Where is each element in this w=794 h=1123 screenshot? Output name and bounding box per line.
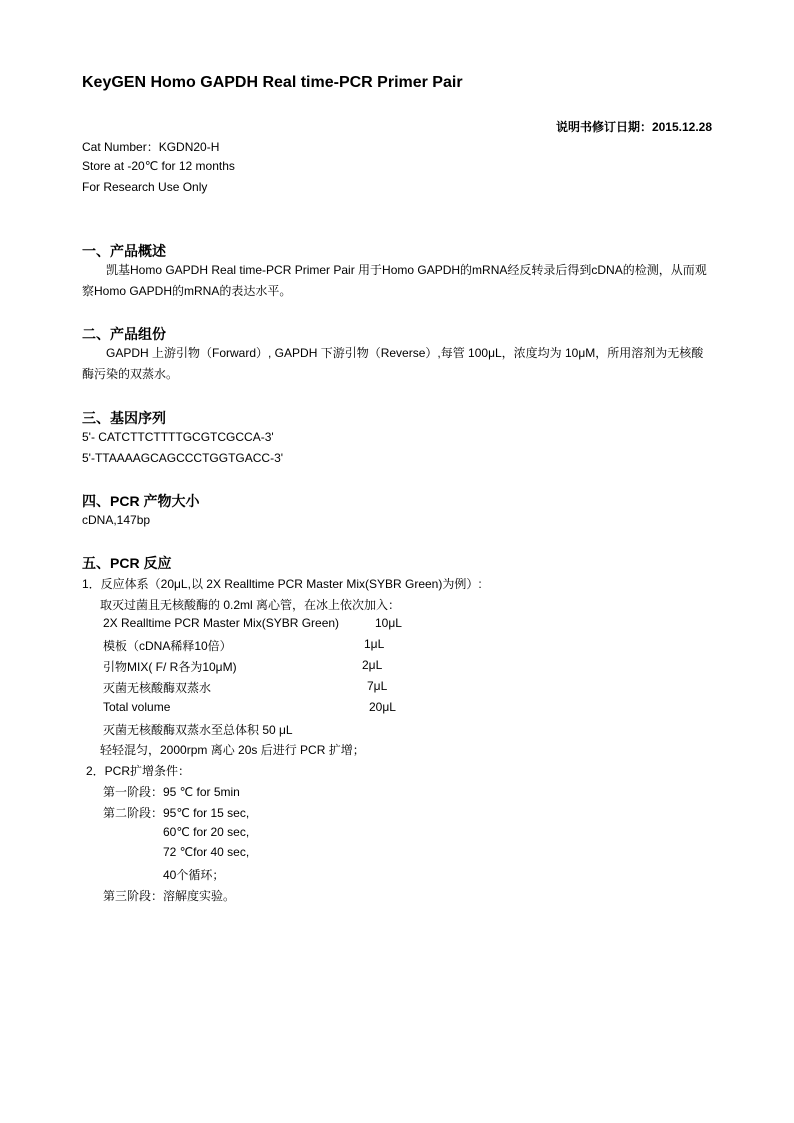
fill-volume-note: 灭菌无核酸酶双蒸水至总体积 50 μL [103, 723, 293, 737]
reagent-amount: 7μL [367, 679, 388, 693]
document-title: KeyGEN Homo GAPDH Real time-PCR Primer Pair [82, 74, 463, 91]
amplification-conditions-step: 2．PCR扩增条件： [86, 764, 191, 778]
reagent-name: 模板（cDNA稀释10倍） [103, 639, 232, 653]
reverse-sequence: 5'-TTAAAAGCAGCCCTGGTGACC-3' [82, 451, 284, 465]
forward-sequence: 5'- CATCTTCTTTTGCGTCGCCA-3' [82, 430, 274, 444]
section-heading-overview: 一、产品概述 [82, 243, 166, 259]
section-heading-pcr-reaction: 五、PCR 反应 [82, 555, 172, 571]
section-heading-components: 二、产品组份 [82, 326, 166, 342]
cat-number: Cat Number：KGDN20-H [82, 140, 220, 154]
stage-two: 第二阶段：95℃ for 15 sec, [103, 806, 250, 820]
reagent-name: 2X Realltime PCR Master Mix(SYBR Green) [103, 616, 340, 630]
stage-two-cycles: 40个循环； [163, 868, 225, 882]
stage-two-annealing: 60℃ for 20 sec, [163, 825, 250, 839]
reagent-amount: 1μL [364, 637, 385, 651]
section-heading-sequence: 三、基因序列 [82, 410, 166, 426]
reagent-name: 灭菌无核酸酶双蒸水 [103, 681, 212, 695]
reagent-name: Total volume [103, 700, 171, 714]
reagent-amount: 20μL [369, 700, 396, 714]
revision-date: 说明书修订日期：2015.12.28 [555, 120, 712, 134]
overview-text: 凯基Homo GAPDH Real time-PCR Primer Pair 用于Homo GAPDH的mRNA经反转录后得到cDNA的检测，从而观察Homo GAPDH的mRNA的表达水平。 [82, 263, 707, 298]
stage-three: 第三阶段：溶解度实验。 [103, 889, 236, 903]
mix-centrifuge-note: 轻轻混匀，2000rpm 离心 20s 后进行 PCR 扩增； [100, 743, 365, 757]
reagent-name: 引物MIX( F/ R各为10μM) [103, 660, 237, 674]
reaction-tube-note: 取灭过菌且无核酸酶的 0.2ml 离心管，在冰上依次加入： [100, 598, 401, 612]
reagent-amount: 10μL [375, 616, 402, 630]
stage-two-extension: 72 ℃for 40 sec, [163, 845, 250, 859]
product-size-text: cDNA,147bp [82, 513, 151, 527]
reaction-system-step: 1．反应体系（20μL,以 2X Realltime PCR Master Mix(SYBR Green)为例）: [82, 577, 482, 591]
reagent-amount: 2μL [362, 658, 383, 672]
storage-info: Store at -20℃ for 12 months [82, 159, 235, 173]
section-heading-product-size: 四、PCR 产物大小 [82, 493, 200, 509]
components-text: GAPDH 上游引物（Forward）, GAPDH 下游引物（Reverse）,每管 100μL，浓度均为 10μM，所用溶剂为无核酸酶污染的双蒸水。 [82, 346, 704, 381]
stage-one: 第一阶段：95 ℃ for 5min [103, 785, 240, 799]
research-use-note: For Research Use Only [82, 180, 208, 194]
